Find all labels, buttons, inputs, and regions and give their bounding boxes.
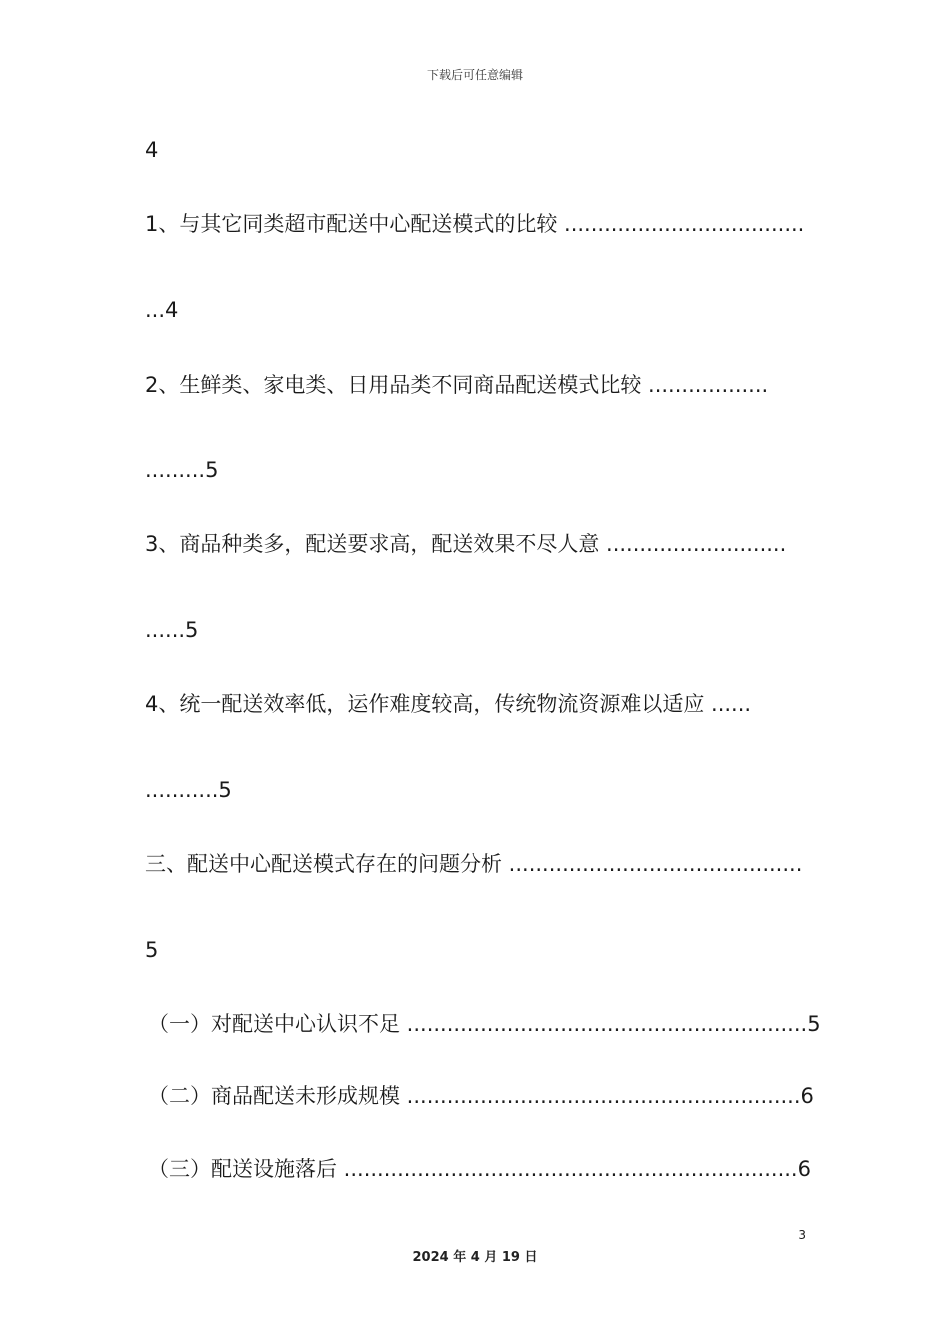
toc-line-14: （三）配送设施落后 ....................................................................6 bbox=[148, 1157, 811, 1181]
toc-line-6: 3、商品种类多，配送要求高，配送效果不尽人意 ........................... bbox=[145, 532, 787, 556]
toc-line-13: （二）商品配送未形成规模 ...........................................................6 bbox=[148, 1084, 814, 1108]
toc-line-8: 4、统一配送效率低，运作难度较高，传统物流资源难以适应 ...... bbox=[145, 692, 752, 716]
footer-date: 2024 年 4 月 19 日 bbox=[412, 1250, 538, 1265]
toc-line-10: 三、配送中心配送模式存在的问题分析 ............................................ bbox=[145, 852, 803, 876]
toc-line-5: .........5 bbox=[145, 458, 219, 482]
page-number: 3 bbox=[798, 1228, 806, 1242]
toc-line-2: 1、与其它同类超市配送中心配送模式的比较 .................................... bbox=[145, 212, 805, 236]
toc-line-3: ...4 bbox=[145, 298, 179, 322]
page-header: 下载后可任意编辑 bbox=[426, 68, 523, 82]
toc-line-1: 4 bbox=[145, 138, 159, 162]
toc-line-9: ...........5 bbox=[145, 778, 232, 802]
toc-line-4: 2、生鲜类、家电类、日用品类不同商品配送模式比较 .................. bbox=[145, 373, 769, 397]
toc-line-11: 5 bbox=[145, 938, 159, 962]
toc-line-12: （一）对配送中心认识不足 ............................................................5 bbox=[148, 1012, 821, 1036]
toc-line-7: ......5 bbox=[145, 618, 199, 642]
